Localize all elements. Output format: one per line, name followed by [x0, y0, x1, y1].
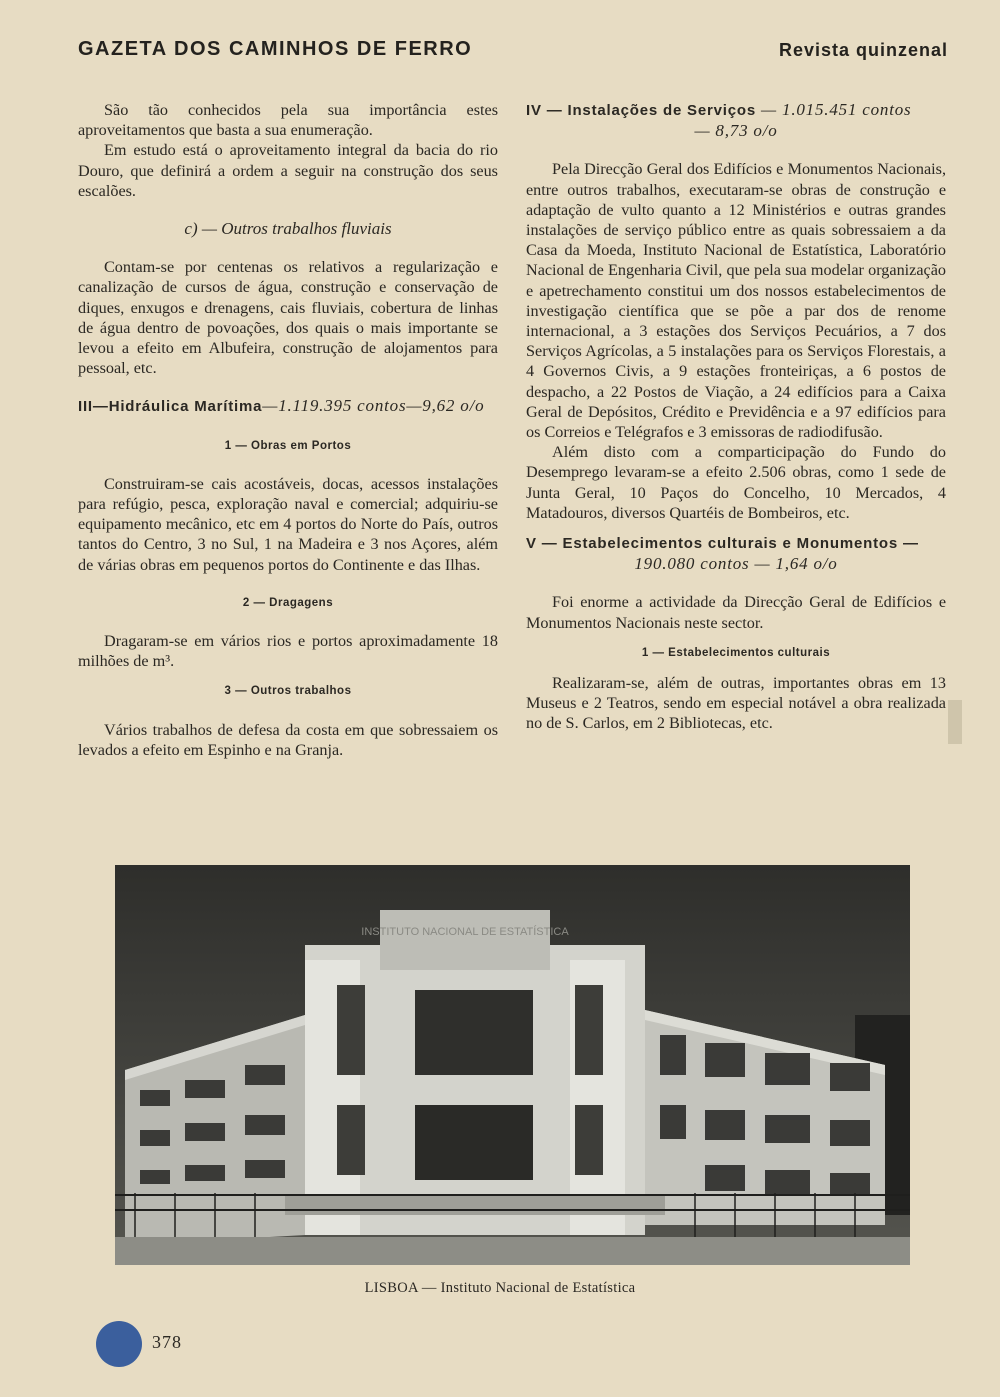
section-iii-heading	[78, 396, 498, 417]
header-title: GAZETA DOS CAMINHOS DE FERRO	[78, 38, 473, 60]
section-label: V — Estabelecimentos culturais e Monumentos —	[526, 535, 919, 553]
photo-caption: LISBOA — Instituto Nacional de Estatística	[364, 1280, 636, 1296]
right-column	[526, 100, 946, 734]
subheading: 1 — Estabelecimentos culturais	[641, 646, 831, 659]
section-value: — 1.015.451 contos	[756, 100, 912, 119]
header-subtitle: Revista quinzenal	[778, 40, 948, 60]
section-v-heading	[526, 533, 946, 554]
section-value: —1.119.395 contos—9,62 o/o	[262, 396, 485, 416]
paragraph: Em estudo está o aproveitamento integral da bacia do rio Douro, que definirá a ordem a seguir na construção dos seus escalões.	[78, 141, 498, 200]
section-value-cont: 190.080 contos — 1,64 o/o	[634, 554, 838, 574]
section-label: IV — Instalações de Serviços	[526, 102, 756, 119]
paragraph: Realizaram-se, além de outras, importantes obras em 13 Museus e 2 Teatros, sendo em especial notável a obra realizada no de S. Carlos, em 2 Bibliotecas, etc.	[526, 674, 946, 733]
section-iv-heading	[526, 100, 946, 121]
paragraph: Dragaram-se em vários rios e portos aproximadamente 18 milhões de m³.	[78, 632, 498, 671]
paper-stain	[948, 700, 962, 744]
paragraph: Construiram-se cais acostáveis, docas, acessos instalações para refúgio, pesca, exploração naval e comercial; adquiriu-se equipamento mecânico, etc em 4 portos do Norte do País, outros tantos do Centro, 3 no Sul, 1 na Madeira e 3 nos Açores, além de várias obras em pequenos portos do Continente e das Ilhas.	[78, 474, 498, 574]
paragraph: Além disto com a comparticipação do Fundo do Desemprego levaram-se a efeito 2.506 obras, como 1 sede de Junta Geral, 10 Paços do Concelho, 10 Mercados, 4 Matadouros, diversos Quartéis de Bombeiros, etc.	[526, 443, 946, 522]
subheading: 3 — Outros trabalhos	[224, 685, 352, 698]
paragraph: São tão conhecidos pela sua importância estes aproveitamentos que basta a sua enumeração.	[78, 101, 498, 140]
subheading: 2 — Dragagens	[242, 596, 334, 609]
building-illustration	[115, 865, 910, 1265]
section-value-cont: — 8,73 o/o	[694, 121, 778, 141]
section-heading-c: c) — Outros trabalhos fluviais	[184, 219, 392, 239]
paragraph: Contam-se por centenas os relativos a regularização e canalização de cursos de água, construção e conservação de diques, enxugos e drenagens, cais fluviais, cobertura de linhas de água dentro de povoações, dos quais o mais importante se levou a efeito em Albufeira, construção de alojamentos para pessoal, etc.	[78, 258, 498, 378]
subheading: 1 — Obras em Portos	[224, 439, 352, 452]
building-photo	[115, 865, 910, 1265]
section-label: III—Hidráulica Marítima	[78, 398, 263, 416]
page-number: 378	[152, 1332, 182, 1352]
left-column	[78, 100, 498, 760]
paragraph: Pela Direcção Geral dos Edifícios e Monumentos Nacionais, entre outros trabalhos, executaram-se obras de construção e adaptação de vulto quanto a 12 Ministérios e outras grandes instalações de serviço público entre as quais sobressaiem a da Casa da Moeda, Instituto Nacional de Estatística, Laboratório Nacional de Engenharia Civil, que pela sua modelar organização e apetrechamento constitui um dos nossos estabelecimentos de investigação científica que se põe a par dos de renome internacional, a 3 estações dos Serviços Pecuários, a 7 dos Serviços Agrícolas, a 5 instalações para os Serviços Florestais, a 4 Governos Civis, a 9 estações fronteiriças, a 6 postos de despacho, a 22 Postos de Viação, a 24 edifícios para a Caixa Geral de Depósitos, Crédito e Previdência e a 97 edifícios para os Correios e Telégrafos e 3 emissoras de radiodifusão.	[526, 160, 946, 442]
paragraph: Foi enorme a actividade da Direcção Geral de Edifícios e Monumentos Nacionais neste sector.	[526, 593, 946, 632]
page-number-badge	[96, 1321, 142, 1367]
paragraph: Vários trabalhos de defesa da costa em que sobressaiem os levados a efeito em Espinho e na Granja.	[78, 720, 498, 759]
facade-inscription: INSTITUTO NACIONAL DE ESTATÍSTICA	[361, 926, 569, 938]
